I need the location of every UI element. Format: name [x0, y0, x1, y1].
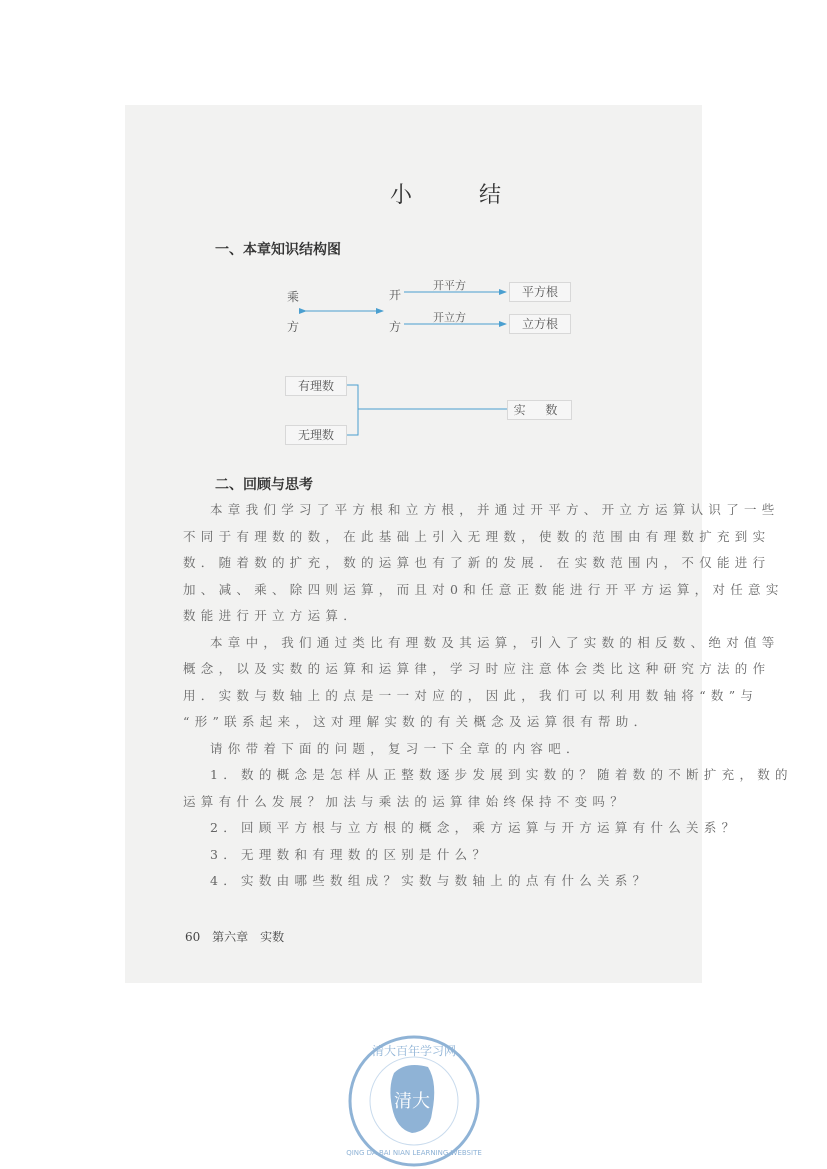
text-line: 本章中，我们通过类比有理数及其运算，引入了实数的相反数、绝对值等 [210, 634, 780, 650]
diagram-arrows [0, 0, 827, 500]
page-number: 60 [185, 930, 201, 944]
review-text [183, 497, 793, 895]
question-4: 4．实数由哪些数组成？实数与数轴上的点有什么关系？ [210, 873, 651, 888]
text-line: 数能进行开立方运算． [183, 608, 362, 623]
section-heading-structure: 一、本章知识结构图 [215, 242, 341, 258]
box-youlishu: 有理数 [285, 376, 347, 396]
label-kaipingfang: 开平方 [433, 279, 466, 292]
text-line: 用．实数与数轴上的点是一一对应的，因此，我们可以利用数轴将“数”与 [183, 687, 759, 703]
bracket-real-numbers [347, 385, 507, 435]
text-line: 数．随着数的扩充，数的运算也有了新的发展．在实数范围内，不仅能进行 [183, 555, 771, 570]
question-3: 3．无理数和有理数的区别是什么？ [210, 846, 491, 862]
text-line: 请你带着下面的问题，复习一下全章的内容吧． [210, 740, 584, 756]
watermark-seal-logo [346, 1033, 482, 1169]
diagram-fang-2: 方 [389, 320, 402, 334]
chapter-label: 第六章 实数 [212, 930, 285, 944]
box-wulishu: 无理数 [285, 425, 347, 445]
question-2: 2．回顾平方根与立方根的概念，乘方运算与开方运算有什么关系？ [210, 820, 740, 835]
text-line: 本章我们学习了平方根和立方根，并通过开平方、开立方运算认识了一些 [210, 502, 780, 517]
box-pingfanggen: 平方根 [509, 282, 571, 302]
diagram-cheng: 乘 [287, 290, 300, 304]
text-line: 不同于有理数的数，在此基础上引入无理数，使数的范围由有理数扩充到实 [183, 528, 771, 544]
question-1-cont: 运算有什么发展？加法与乘法的运算律始终保持不变吗？ [183, 793, 629, 809]
page-title: 小 结 [390, 183, 531, 208]
diagram-fang: 方 [287, 320, 300, 334]
text-line: 概念，以及实数的运算和运算律，学习时应注意体会类比这种研究方法的作 [183, 661, 771, 676]
diagram-kai: 开 [389, 288, 402, 302]
text-line: “形”联系起来，这对理解实数的有关概念及运算很有帮助． [183, 714, 652, 729]
box-shishu: 实 数 [507, 400, 572, 420]
page-footer [185, 928, 284, 945]
label-kailifang: 开立方 [433, 311, 466, 324]
text-line: 加、减、乘、除四则运算，而且对0和任意正数能进行开平方运算，对任意实 [183, 581, 784, 597]
question-1: 1．数的概念是怎样从正整数逐步发展到实数的？随着数的不断扩充，数的 [210, 767, 793, 782]
section-heading-review: 二、回顾与思考 [215, 477, 313, 493]
svg-text:清大: 清大 [394, 1091, 430, 1112]
svg-text:QING DA BAI NIAN LEARNING WEBS: QING DA BAI NIAN LEARNING WEBSITE [346, 1149, 482, 1157]
svg-text:清大百年学习网: 清大百年学习网 [371, 1044, 457, 1058]
box-lifanggen: 立方根 [509, 314, 571, 334]
